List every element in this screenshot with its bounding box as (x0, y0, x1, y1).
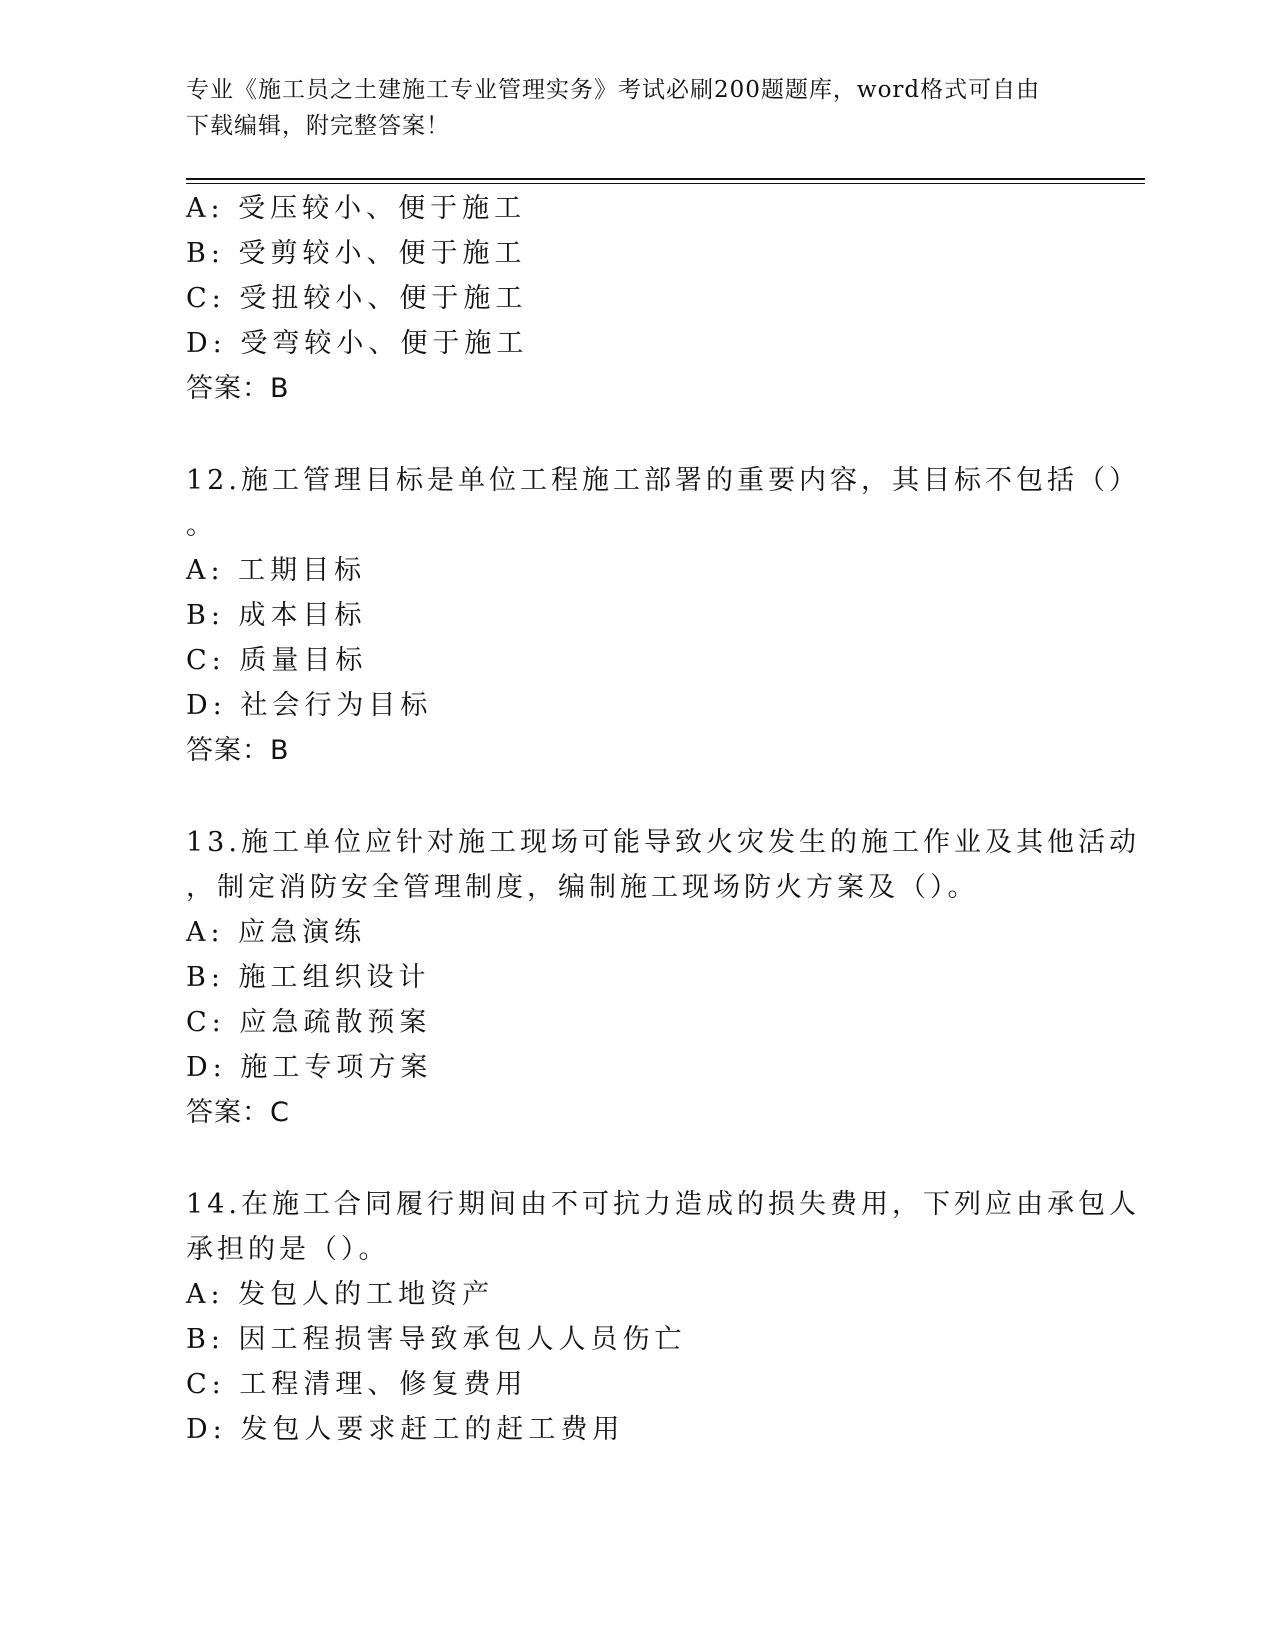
option-a: A: 工期目标 (186, 555, 367, 586)
question-text-line-1: 13.施工单位应针对施工现场可能导致火灾发生的施工作业及其他活动 (186, 827, 1140, 858)
answer: 答案：B (186, 373, 290, 404)
question-text-line-1: 14.在施工合同履行期间由不可抗力造成的损失费用，下列应由承包人 (186, 1189, 1140, 1220)
option-b: B: 施工组织设计 (186, 962, 431, 993)
document-header (186, 72, 1086, 144)
question-text-line-1: 12.施工管理目标是单位工程施工部署的重要内容，其目标不包括（） (186, 465, 1140, 496)
question-11-options (186, 186, 1086, 411)
question-13 (186, 820, 1140, 1135)
option-c: C: 工程清理、修复费用 (186, 1369, 528, 1400)
option-b: B: 受剪较小、便于施工 (186, 238, 527, 269)
question-text-line-2: ，制定消防安全管理制度，编制施工现场防火方案及（）。 (186, 872, 979, 903)
option-c: C: 质量目标 (186, 645, 368, 676)
option-d: D: 施工专项方案 (186, 1052, 433, 1083)
option-d: D: 发包人要求赶工的赶工费用 (186, 1414, 625, 1445)
option-b: B: 因工程损害导致承包人人员伤亡 (186, 1324, 687, 1355)
answer: 答案：B (186, 735, 290, 766)
option-a: A: 发包人的工地资产 (186, 1279, 495, 1310)
header-rule-thin (186, 183, 1145, 184)
option-c: C: 应急疏散预案 (186, 1007, 432, 1038)
option-a: A: 受压较小、便于施工 (186, 193, 527, 224)
question-list (186, 186, 1140, 1452)
question-14 (186, 1182, 1140, 1452)
question-text-line-2: 。 (186, 510, 217, 541)
answer: 答案：C (186, 1097, 290, 1128)
header-line-1: 专业《施工员之土建施工专业管理实务》考试必刷200题题库，word格式可自由 (186, 77, 1041, 103)
option-c: C: 受扭较小、便于施工 (186, 283, 528, 314)
question-12 (186, 458, 1140, 773)
option-d: D: 社会行为目标 (186, 690, 433, 721)
option-b: B: 成本目标 (186, 600, 367, 631)
header-line-2: 下载编辑，附完整答案！ (186, 113, 450, 139)
option-a: A: 应急演练 (186, 917, 367, 948)
option-d: D: 受弯较小、便于施工 (186, 328, 529, 359)
header-rule-thick (186, 178, 1145, 180)
question-text-line-2: 承担的是（）。 (186, 1234, 390, 1265)
